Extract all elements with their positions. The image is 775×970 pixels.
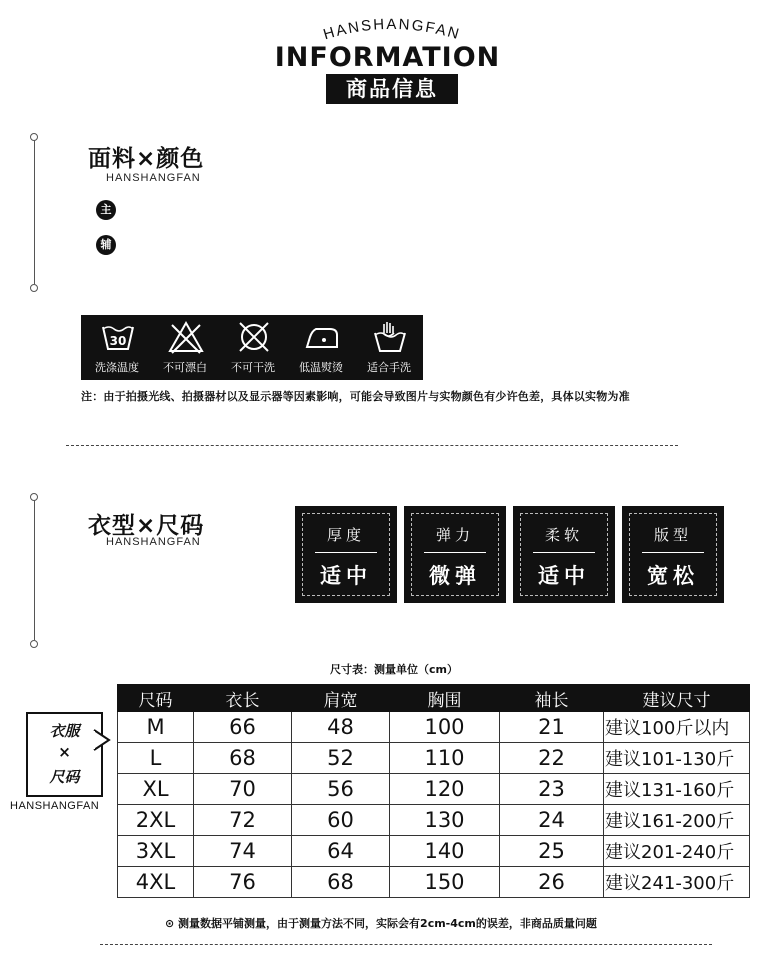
card-value: 适中 [320, 564, 372, 588]
header-sleeve: 袖长 [500, 685, 604, 712]
cell-shoulder: 68 [292, 867, 390, 898]
cell-shoulder: 48 [292, 712, 390, 743]
card-label: 柔软 [544, 526, 583, 544]
cell-recommend: 建议101-130斤 [604, 743, 750, 774]
wash-temp-number: 30 [109, 334, 127, 348]
size-tag-box [26, 712, 103, 797]
care-label-low-iron: 低温熨烫 [299, 361, 343, 374]
table-row [118, 805, 750, 836]
cell-length: 66 [194, 712, 292, 743]
fabric-section-brand: HANSHANGFAN [106, 172, 201, 184]
cell-chest: 100 [390, 712, 500, 743]
cell-recommend: 建议241-300斤 [604, 867, 750, 898]
measurement-footnote: ⊙ 测量数据平铺测量，由于测量方法不同，实际会有2cm-4cm的误差，非商品质量问题 [165, 917, 597, 930]
cell-size: 3XL [118, 836, 194, 867]
cell-chest: 130 [390, 805, 500, 836]
card-label: 厚度 [326, 526, 365, 544]
cell-shoulder: 56 [292, 774, 390, 805]
attribute-card-softness [513, 506, 615, 603]
tag-line-size: 尺码 [49, 768, 80, 786]
table-row [118, 712, 750, 743]
bottom-divider [100, 944, 712, 945]
size-table [117, 684, 750, 898]
cell-chest: 140 [390, 836, 500, 867]
info-title: INFORMATION [274, 42, 501, 73]
cell-chest: 110 [390, 743, 500, 774]
cell-recommend: 建议131-160斤 [604, 774, 750, 805]
cell-recommend: 建议161-200斤 [604, 805, 750, 836]
cell-sleeve: 21 [500, 712, 604, 743]
size-table-header-row [118, 685, 750, 712]
hand-wash-icon [372, 319, 408, 355]
cell-size: M [118, 712, 194, 743]
card-value: 适中 [538, 564, 590, 588]
cell-length: 72 [194, 805, 292, 836]
tag-line-cross: × [58, 743, 71, 761]
cell-recommend: 建议100斤以内 [604, 712, 750, 743]
cell-length: 74 [194, 836, 292, 867]
header-size: 尺码 [118, 685, 194, 712]
cell-size: XL [118, 774, 194, 805]
wash-30-icon [100, 319, 136, 355]
header-length: 衣长 [194, 685, 292, 712]
tag-line-clothes: 衣服 [49, 722, 80, 740]
card-value: 微弹 [429, 564, 481, 588]
aux-fabric-badge: 辅 [96, 235, 116, 255]
header-chest: 胸围 [390, 685, 500, 712]
care-item-low-iron [287, 315, 355, 380]
bracket-bottom-dot [30, 284, 38, 292]
cell-sleeve: 22 [500, 743, 604, 774]
cell-chest: 150 [390, 867, 500, 898]
cell-size: L [118, 743, 194, 774]
table-row [118, 836, 750, 867]
info-subtitle: 商品信息 [326, 74, 458, 104]
table-row [118, 743, 750, 774]
care-item-no-bleach [151, 315, 219, 380]
no-bleach-icon [168, 319, 204, 355]
no-dryclean-icon [236, 319, 272, 355]
cell-chest: 120 [390, 774, 500, 805]
care-label-hand-wash: 适合手洗 [367, 361, 411, 374]
cell-sleeve: 26 [500, 867, 604, 898]
care-item-no-dryclean [219, 315, 287, 380]
care-item-wash [83, 315, 151, 380]
cell-sleeve: 24 [500, 805, 604, 836]
cell-shoulder: 60 [292, 805, 390, 836]
care-label-no-bleach: 不可漂白 [163, 361, 207, 374]
low-iron-icon [304, 319, 340, 355]
section-divider [66, 445, 678, 446]
bracket-line [34, 140, 35, 284]
care-label-no-dryclean: 不可干洗 [231, 361, 275, 374]
card-value: 宽松 [647, 564, 699, 588]
size-tag-brand: HANSHANGFAN [10, 800, 100, 812]
header-shoulder: 肩宽 [292, 685, 390, 712]
care-item-hand-wash [355, 315, 423, 380]
cell-sleeve: 25 [500, 836, 604, 867]
header-recommend: 建议尺寸 [604, 685, 750, 712]
attribute-card-elasticity [404, 506, 506, 603]
svg-text:HANSHANGFAN [321, 16, 462, 43]
brand-arc-logo [0, 6, 775, 46]
attribute-card-thickness [295, 506, 397, 603]
fit-section-brand: HANSHANGFAN [106, 536, 201, 548]
cell-shoulder: 52 [292, 743, 390, 774]
fabric-section-title: 面料×颜色 [88, 146, 205, 172]
cell-shoulder: 64 [292, 836, 390, 867]
cell-recommend: 建议201-240斤 [604, 836, 750, 867]
main-fabric-badge: 主 [96, 200, 116, 220]
care-instructions-bar [81, 315, 423, 380]
bracket-line [34, 500, 35, 640]
cell-length: 68 [194, 743, 292, 774]
attribute-card-fit [622, 506, 724, 603]
brand-arc-text: HANSHANGFAN [321, 15, 463, 44]
card-label: 弹力 [435, 526, 474, 544]
tag-pointer-icon [93, 728, 113, 752]
fit-section-title: 衣型×尺码 [88, 513, 205, 539]
card-label: 版型 [653, 526, 692, 544]
cell-length: 70 [194, 774, 292, 805]
cell-sleeve: 23 [500, 774, 604, 805]
cell-length: 76 [194, 867, 292, 898]
care-label-wash: 洗涤温度 [95, 361, 139, 374]
cell-size: 4XL [118, 867, 194, 898]
table-row [118, 774, 750, 805]
bracket-bottom-dot [30, 640, 38, 648]
color-disclaimer-note: 注：由于拍摄光线、拍摄器材以及显示器等因素影响，可能会导致图片与实物颜色有少许色差，具体以实物为准 [81, 390, 630, 403]
cell-size: 2XL [118, 805, 194, 836]
table-row [118, 867, 750, 898]
size-table-caption: 尺寸表：测量单位（cm） [330, 663, 458, 676]
